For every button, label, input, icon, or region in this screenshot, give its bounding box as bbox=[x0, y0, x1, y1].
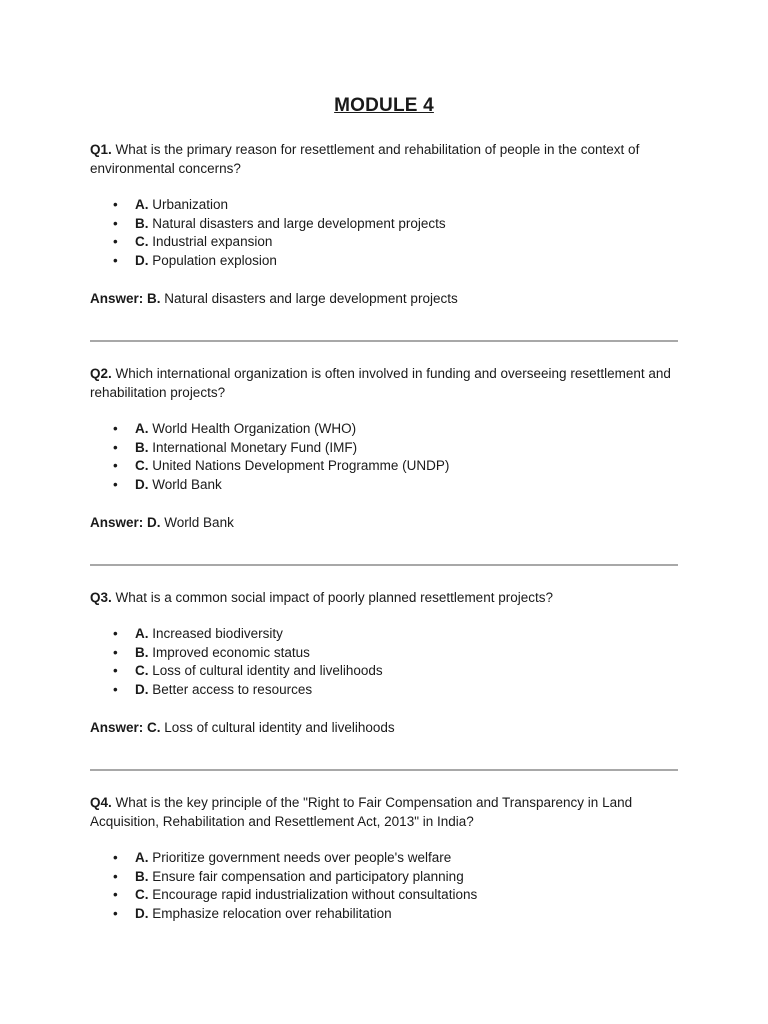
option-letter: C. bbox=[135, 663, 149, 679]
option-c bbox=[90, 233, 680, 252]
answer-line bbox=[90, 289, 680, 308]
option-d bbox=[90, 252, 680, 271]
bullet-icon: • bbox=[113, 868, 118, 884]
bullet-icon: • bbox=[113, 234, 118, 250]
bullet-icon: • bbox=[113, 626, 118, 641]
answer-line bbox=[90, 513, 680, 532]
answer-line bbox=[90, 718, 680, 737]
options-list bbox=[90, 625, 680, 700]
bullet-icon: • bbox=[113, 906, 118, 922]
bullet-icon: • bbox=[113, 663, 118, 679]
option-b bbox=[90, 868, 680, 887]
option-c bbox=[90, 662, 680, 681]
question-label: Q3. bbox=[90, 590, 112, 605]
question-text bbox=[90, 588, 680, 607]
answer-text: Natural disasters and large development projects bbox=[164, 290, 458, 306]
option-letter: B. bbox=[135, 439, 149, 455]
bullet-icon: • bbox=[113, 850, 118, 865]
bullet-icon: • bbox=[113, 644, 118, 660]
option-letter: D. bbox=[135, 906, 149, 922]
option-b bbox=[90, 644, 680, 663]
option-text: Population explosion bbox=[152, 253, 277, 269]
option-text: United Nations Development Programme (UNDP) bbox=[152, 458, 450, 474]
option-letter: B. bbox=[135, 868, 149, 884]
option-letter: D. bbox=[135, 682, 149, 698]
options-list bbox=[90, 420, 680, 495]
option-letter: A. bbox=[135, 421, 149, 436]
section-divider bbox=[90, 340, 678, 342]
option-text: Better access to resources bbox=[152, 682, 313, 698]
option-letter: A. bbox=[135, 850, 149, 865]
section-divider bbox=[90, 564, 678, 566]
bullet-icon: • bbox=[113, 887, 118, 903]
option-a bbox=[90, 849, 680, 868]
option-letter: B. bbox=[135, 644, 149, 660]
question-label: Q2. bbox=[90, 366, 112, 381]
options-list bbox=[90, 849, 680, 924]
option-text: World Bank bbox=[152, 477, 222, 493]
option-letter: A. bbox=[135, 197, 149, 212]
option-text: Natural disasters and large development projects bbox=[152, 215, 446, 231]
bullet-icon: • bbox=[113, 458, 118, 474]
question-text bbox=[90, 140, 680, 178]
bullet-icon: • bbox=[113, 477, 118, 493]
option-text: International Monetary Fund (IMF) bbox=[152, 439, 358, 455]
option-text: Loss of cultural identity and livelihoods bbox=[152, 663, 383, 679]
option-letter: A. bbox=[135, 626, 149, 641]
answer-letter: B. bbox=[147, 290, 161, 306]
question-body: What is the key principle of the "Right to Fair Compensation and Transparency in Land Acquisition, Rehabilitation and Resettlement Act, 2013" in India? bbox=[90, 795, 633, 829]
question-4 bbox=[90, 793, 680, 924]
option-text: World Health Organization (WHO) bbox=[152, 421, 357, 436]
bullet-icon: • bbox=[113, 439, 118, 455]
question-3 bbox=[90, 588, 680, 737]
option-text: Emphasize relocation over rehabilitation bbox=[152, 906, 392, 922]
page-title: MODULE 4 bbox=[334, 95, 434, 116]
answer-text: World Bank bbox=[164, 514, 234, 530]
bullet-icon: • bbox=[113, 215, 118, 231]
option-b bbox=[90, 439, 680, 458]
question-body: What is the primary reason for resettlement and rehabilitation of people in the context of environmental concerns? bbox=[90, 142, 640, 176]
option-letter: D. bbox=[135, 477, 149, 493]
option-text: Improved economic status bbox=[152, 644, 310, 660]
bullet-icon: • bbox=[113, 197, 118, 212]
answer-label: Answer: bbox=[90, 514, 144, 530]
option-letter: C. bbox=[135, 887, 149, 903]
option-a bbox=[90, 625, 680, 644]
option-c bbox=[90, 457, 680, 476]
question-2 bbox=[90, 364, 680, 532]
bullet-icon: • bbox=[113, 253, 118, 269]
option-b bbox=[90, 215, 680, 234]
option-letter: C. bbox=[135, 458, 149, 474]
question-text bbox=[90, 364, 680, 402]
option-text: Prioritize government needs over people's welfare bbox=[152, 850, 452, 865]
option-text: Industrial expansion bbox=[152, 234, 273, 250]
option-text: Ensure fair compensation and participatory planning bbox=[152, 868, 464, 884]
option-text: Encourage rapid industrialization without consultations bbox=[152, 887, 478, 903]
bullet-icon: • bbox=[113, 682, 118, 698]
option-a bbox=[90, 420, 680, 439]
answer-label: Answer: bbox=[90, 290, 144, 306]
answer-text: Loss of cultural identity and livelihoods bbox=[164, 719, 395, 735]
option-letter: C. bbox=[135, 234, 149, 250]
options-list bbox=[90, 196, 680, 271]
question-label: Q4. bbox=[90, 795, 112, 810]
option-d bbox=[90, 905, 680, 924]
question-label: Q1. bbox=[90, 142, 112, 157]
answer-letter: C. bbox=[147, 719, 161, 735]
option-d bbox=[90, 681, 680, 700]
option-letter: B. bbox=[135, 215, 149, 231]
question-body: Which international organization is often involved in funding and overseeing resettlement and rehabilitation projects? bbox=[90, 366, 671, 400]
option-c bbox=[90, 886, 680, 905]
option-text: Urbanization bbox=[152, 197, 229, 212]
option-letter: D. bbox=[135, 253, 149, 269]
bullet-icon: • bbox=[113, 421, 118, 436]
option-text: Increased biodiversity bbox=[152, 626, 283, 641]
option-a bbox=[90, 196, 680, 215]
question-text bbox=[90, 793, 680, 831]
option-d bbox=[90, 476, 680, 495]
answer-label: Answer: bbox=[90, 719, 144, 735]
question-body: What is a common social impact of poorly planned resettlement projects? bbox=[115, 590, 553, 605]
question-1 bbox=[90, 140, 680, 308]
section-divider bbox=[90, 769, 678, 771]
answer-letter: D. bbox=[147, 514, 161, 530]
